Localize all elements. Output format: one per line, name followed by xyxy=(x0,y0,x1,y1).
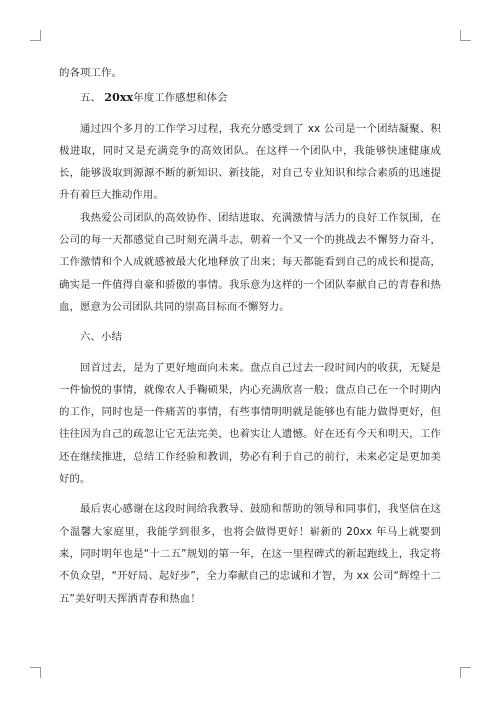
crop-mark-bottom-right xyxy=(460,667,471,678)
paragraph-thanks: 最后衷心感谢在这段时间给我教导、鼓励和帮助的领导和同事们，我坚信在这个温馨大家庭里，我能学到很多，也将会做得更好！崭新的 20xx 年马上就要到来，同时明年也是“十二五”规划的第一年，在这一里程碑式的新起跑线上，我定将不负众望，“开好局、起好步”，全力奉献自己的忠诚和才智，为 xx 公司“辉煌十二五”美好明天挥洒青春和热血！ xyxy=(59,503,441,605)
crop-mark-top-left xyxy=(30,30,41,41)
crop-mark-bottom-left xyxy=(30,667,41,678)
section-five-title: 年度工作感想和体会 xyxy=(133,92,228,105)
section-five-heading xyxy=(59,87,441,109)
paragraph-team-experience: 通过四个多月的工作学习过程，我充分感受到了 xx 公司是一个团结凝聚、积极进取，同时又是充满竞争的高效团队。在这样一个团队中，我能够快速健康成长，能够汲取到源源不断的新知识、新技能，对自己专业知识和综合素质的迅速提升有着巨大推动作用。 xyxy=(59,122,441,202)
crop-mark-top-right xyxy=(460,30,471,41)
paragraph-review: 回首过去，是为了更好地面向未来。盘点自己过去一段时间内的收获，无疑是一件愉悦的事情，就像农人手鞠硕果，内心充满欣喜一般；盘点自己在一个时期内的工作，同时也是一件痛苦的事情，有些事情明明就是能够也有能力做得更好，但往往因为自己的疏忽让它无法完美，也着实让人遗憾。好在还有今天和明天，工作还在继续推进，总结工作经验和教训，势必有利于自己的前行，未来必定是更加美好的。 xyxy=(59,361,441,486)
section-five-year: 20xx xyxy=(104,91,134,105)
continued-line: 的各项工作。 xyxy=(59,67,122,79)
paragraph-team-atmosphere: 我热爱公司团队的高效协作、团结进取、充满激情与活力的良好工作氛围，在公司的每一天都感觉自己时刻充满斗志，朝着一个又一个的挑战去不懈努力奋斗，工作激情和个人成就感被最大化地释放了出来；每天都能看到自己的成长和提高，确实是一件值得自豪和骄傲的事情。我乐意为这样的一个团队奉献自己的青春和热血，愿意为公司团队共同的崇高目标而不懈努力。 xyxy=(59,211,441,313)
section-five-prefix: 五、 xyxy=(80,92,101,105)
section-six-heading: 六、小结 xyxy=(80,331,122,344)
document-body xyxy=(59,62,441,610)
